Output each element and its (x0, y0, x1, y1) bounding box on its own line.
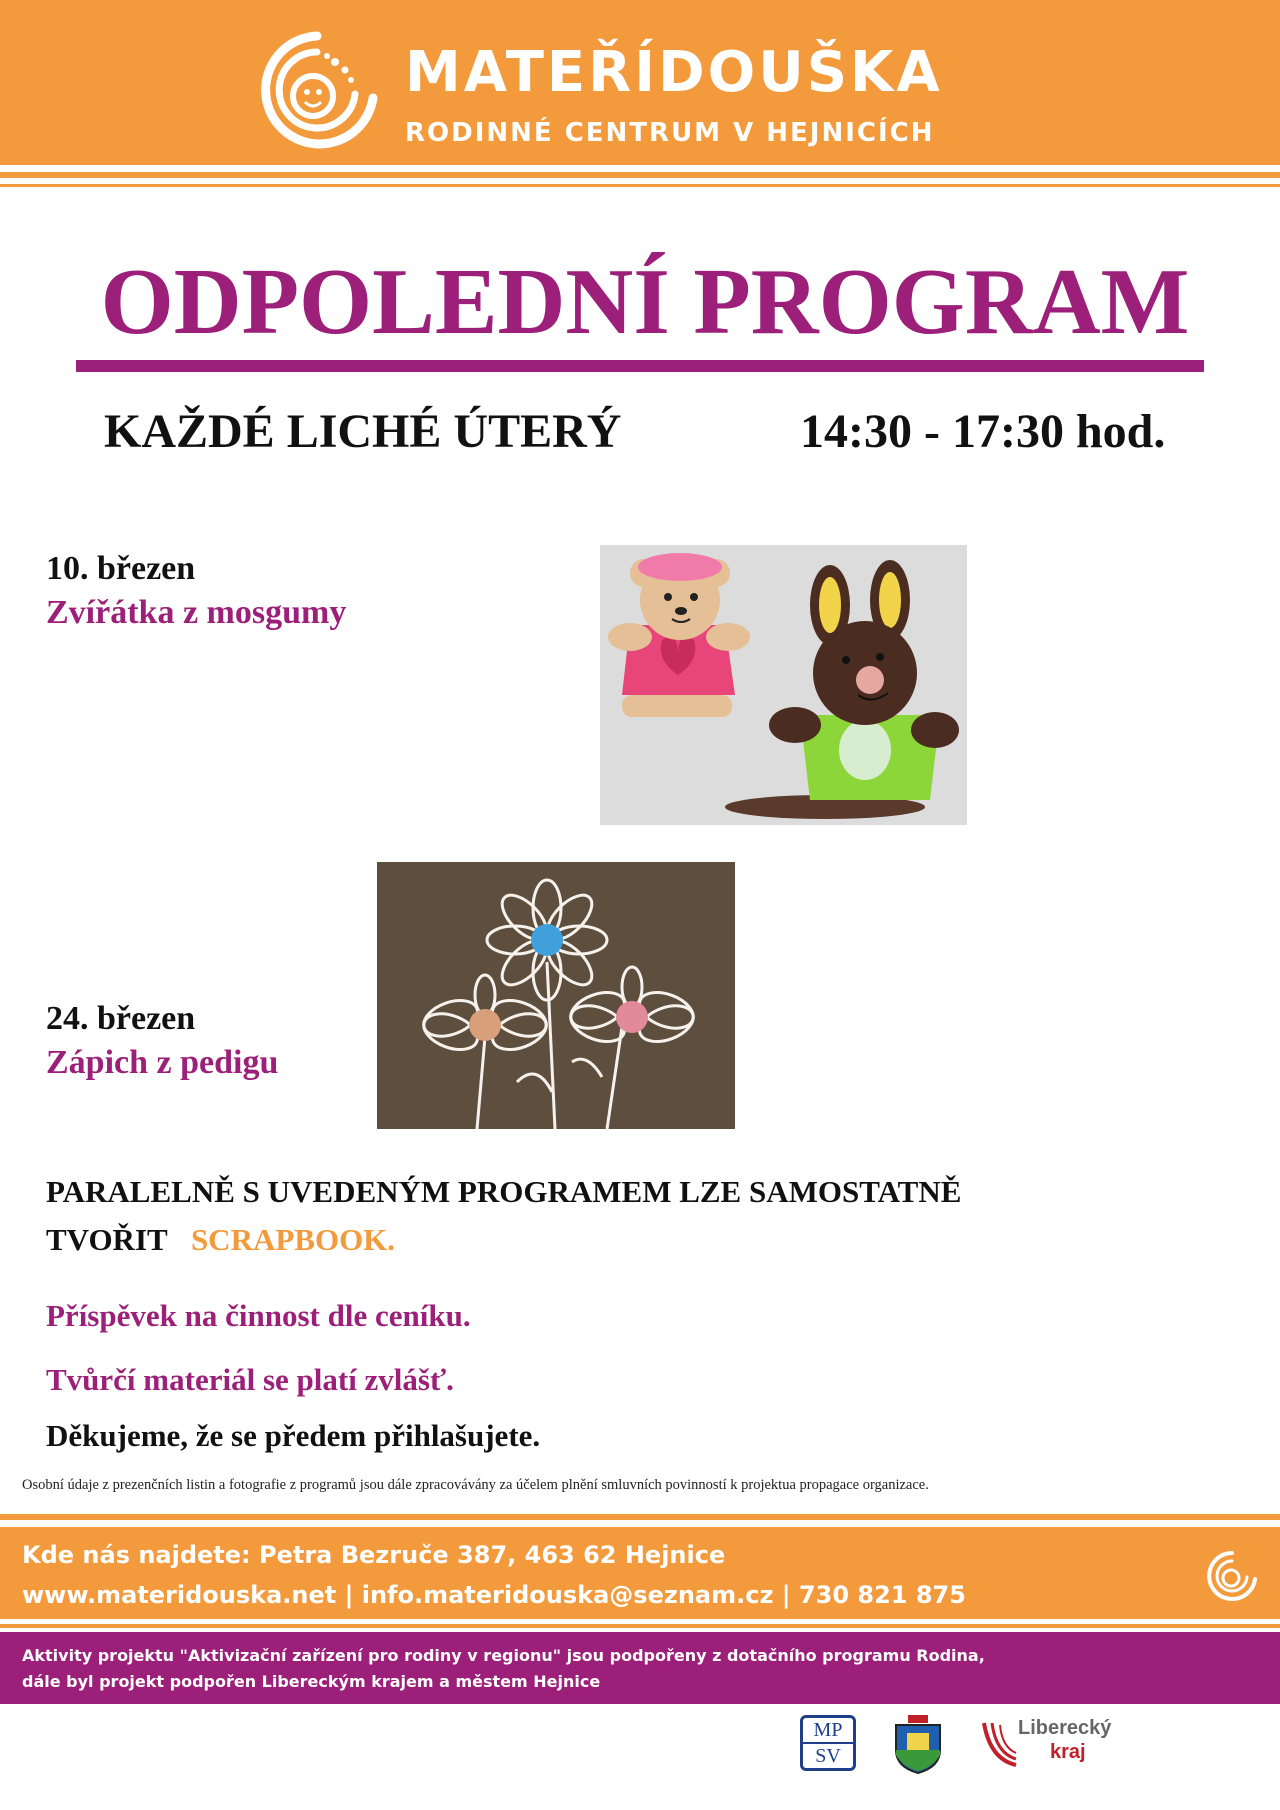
schedule-time: 14:30 - 17:30 hod. (800, 405, 1166, 458)
hejnice-coat-of-arms-icon (893, 1715, 943, 1775)
parallel-line-2 (46, 1216, 961, 1264)
address-line: Kde nás najdete: Petra Bezruče 387, 463 62 Hejnice (22, 1541, 726, 1569)
schedule-days: KAŽDÉ LICHÉ ÚTERÝ (104, 405, 622, 458)
title-underline (76, 360, 1204, 372)
materidouska-small-logo-icon (1205, 1549, 1259, 1603)
materidouska-logo-icon (255, 28, 380, 153)
thanks-note: Děkujeme, že se předem přihlašujete. (46, 1418, 541, 1453)
event-name: Zápich z pedigu (46, 1044, 279, 1081)
footer-stripe (0, 1514, 1280, 1520)
animals-photo (600, 545, 967, 825)
liberecky-kraj-name: Liberecký (1018, 1717, 1112, 1739)
support-line-2: dále byl projekt podpořen Libereckým krajem a městem Hejnice (22, 1672, 601, 1691)
liberecky-kraj-logo (980, 1715, 1115, 1775)
pedig-flowers-photo (377, 862, 735, 1129)
material-note: Tvůrčí materiál se platí zvlášť. (46, 1362, 454, 1397)
brand-name: MATEŘÍDOUŠKA (405, 40, 943, 105)
mpsv-logo (800, 1715, 856, 1771)
gdpr-notice: Osobní údaje z prezenčních listin a fotografie z programů jsou dále zpracovávány za účelem plnění smluvních povinností k projektua propagace organizace. (22, 1477, 929, 1493)
liberecky-kraj-word: kraj (1050, 1741, 1086, 1763)
footer-stripe-thin (0, 1624, 1280, 1628)
parallel-prefix: TVOŘIT (46, 1222, 168, 1257)
liberecky-kraj-swoosh-icon (980, 1719, 1020, 1769)
header-stripe-thin (0, 184, 1280, 187)
mpsv-logo-bottom: SV (815, 1745, 841, 1767)
parallel-line-1: PARALELNĚ S UVEDENÝM PROGRAMEM LZE SAMOSTATNĚ (46, 1174, 962, 1209)
event-name: Zvířátka z mosgumy (46, 594, 347, 631)
event-date: 24. březen (46, 1000, 196, 1037)
scrapbook-highlight: SCRAPBOOK. (190, 1222, 396, 1257)
mpsv-logo-top: MP (803, 1718, 853, 1744)
web-contact-line: www.materidouska.net | info.materidouska@seznam.cz | 730 821 875 (22, 1581, 966, 1609)
support-band (0, 1632, 1280, 1704)
brand-subtitle: RODINNÉ CENTRUM V HEJNICÍCH (405, 118, 935, 148)
header-stripe (0, 172, 1280, 178)
event-date: 10. březen (46, 550, 196, 587)
price-note: Příspěvek na činnost dle ceníku. (46, 1298, 471, 1333)
header-band (0, 0, 1280, 165)
page-title: ODPOLEDNÍ PROGRAM (100, 250, 1190, 354)
support-line-1: Aktivity projektu "Aktivizační zařízení pro rodiny v regionu" jsou podpořeny z dotačního programu Rodina, (22, 1646, 985, 1665)
contact-band (0, 1527, 1280, 1619)
parallel-program-text (46, 1168, 961, 1264)
